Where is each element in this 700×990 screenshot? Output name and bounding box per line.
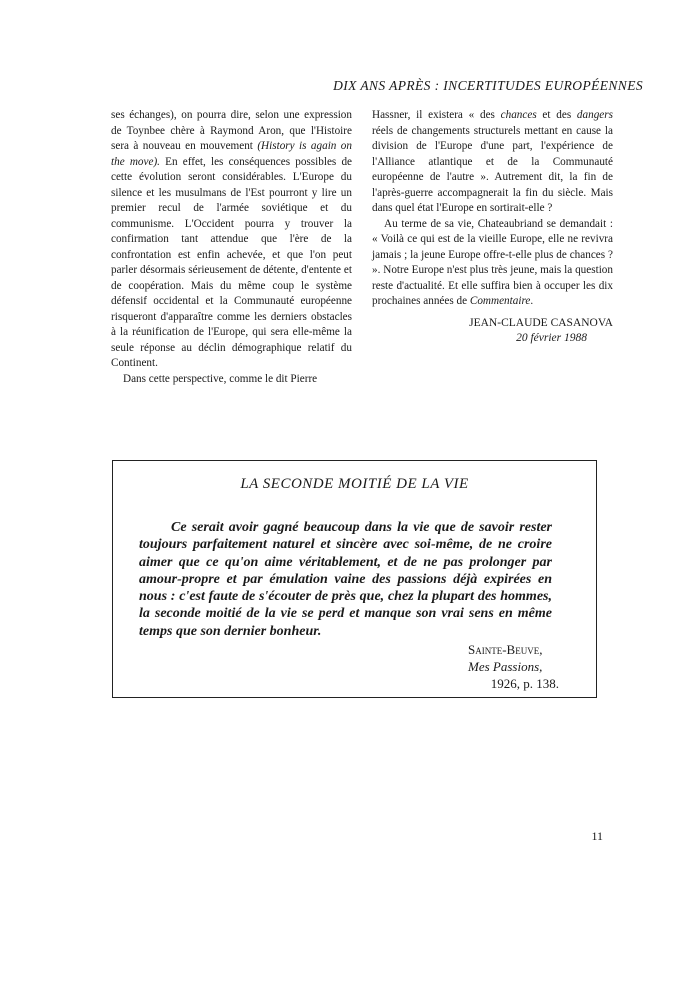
paragraph-text: et des [536, 109, 577, 121]
quote-box [112, 460, 597, 698]
left-column [111, 108, 352, 387]
signature-date: 20 février 1988 [516, 331, 587, 344]
paragraph-text: ses échanges), on pourra dire, selon une expression de Toynbee chère à Raymond Aron, que l'Histoire sera à nouveau en mouvement [111, 109, 352, 152]
italic-word: chances [500, 109, 537, 121]
quote-text: Ce serait avoir gagné beaucoup dans la vie que de savoir rester toujours parfaitement naturel et sincère avec soi-même, de ne croire aimer que ce qu'on aime véritablement, et de ne pas prolonger par amour-propre et par émulation vaine des passions déjà expirées en nous : c'est faute de s'écouter de près que, chez la plupart des hommes, la seconde moitié de la vie se perd et manque son vrai sens en même temps que son dernier bonheur. [139, 520, 552, 639]
quote-author: Sainte-Beuve, [468, 642, 543, 657]
journal-title: Commentaire [469, 295, 531, 307]
quote-box-title: LA SECONDE MOITIÉ DE LA VIE [240, 476, 469, 492]
quote-publication: 1926, p. 138. [490, 676, 559, 691]
paragraph [372, 217, 613, 310]
paragraph-text: En effet, les conséquences possibles de cette évolution seront considérables. L'Europe du silence et les musulmans de l'Est pourront y lire un premier recul de l'armée soviétique et du communisme. L'Occident pourra y trouver la confirmation tant attendue que l'ère de la confrontation est enfin achevée, et que l'on peut parler désormais sérieusement de détente, d'entente et de coopération. Mais du même coup le système défensif occidental et la Communauté européenne risqueront d'apparaître comme les derniers obstacles à la réunification de l'Europe, qui sera elle-même la seule réponse au déclin démographique relatif du Continent. [111, 155, 353, 369]
signature [372, 316, 613, 346]
paragraph-text: . [530, 295, 534, 307]
quote-work: Mes Passions, [468, 659, 543, 674]
paragraph [111, 108, 352, 372]
right-column [372, 108, 613, 346]
paragraph [372, 108, 613, 217]
paragraph-text: Au terme de sa vie, Chateaubriand se demandait : « Voilà ce qui est de la vieille Europe, elle ne revivra jamais ; la jeune Europe offre-t-elle plus de chances ? ». Notre Europe n'est plus très jeune, mais la question reste d'actualité. Et elle suffira bien à occuper les dix prochaines années de [372, 217, 613, 307]
paragraph-text: réels de changements structurels mettant en cause la division de l'Europe d'une part, l'expérience de l'Alliance atlantique et de la Communauté européenne de l'autre ». Autrement dit, la fin de l'après-guerre accompagnerait la fin du siècle. Mais dans quel état l'Europe en sortirait-elle ? [372, 124, 613, 214]
italic-word: dangers [576, 109, 613, 121]
italic-quote: (History is again on the move). [111, 140, 352, 168]
paragraph: Dans cette perspective, comme le dit Pierre [123, 372, 318, 385]
signature-name: JEAN-CLAUDE CASANOVA [469, 316, 613, 329]
paragraph-text: Hassner, il existera « des [372, 109, 501, 121]
quote-attribution [468, 641, 573, 692]
running-head: DIX ANS APRÈS : INCERTITUDES EUROPÉENNES [333, 78, 643, 93]
page-number: 11 [591, 829, 603, 843]
